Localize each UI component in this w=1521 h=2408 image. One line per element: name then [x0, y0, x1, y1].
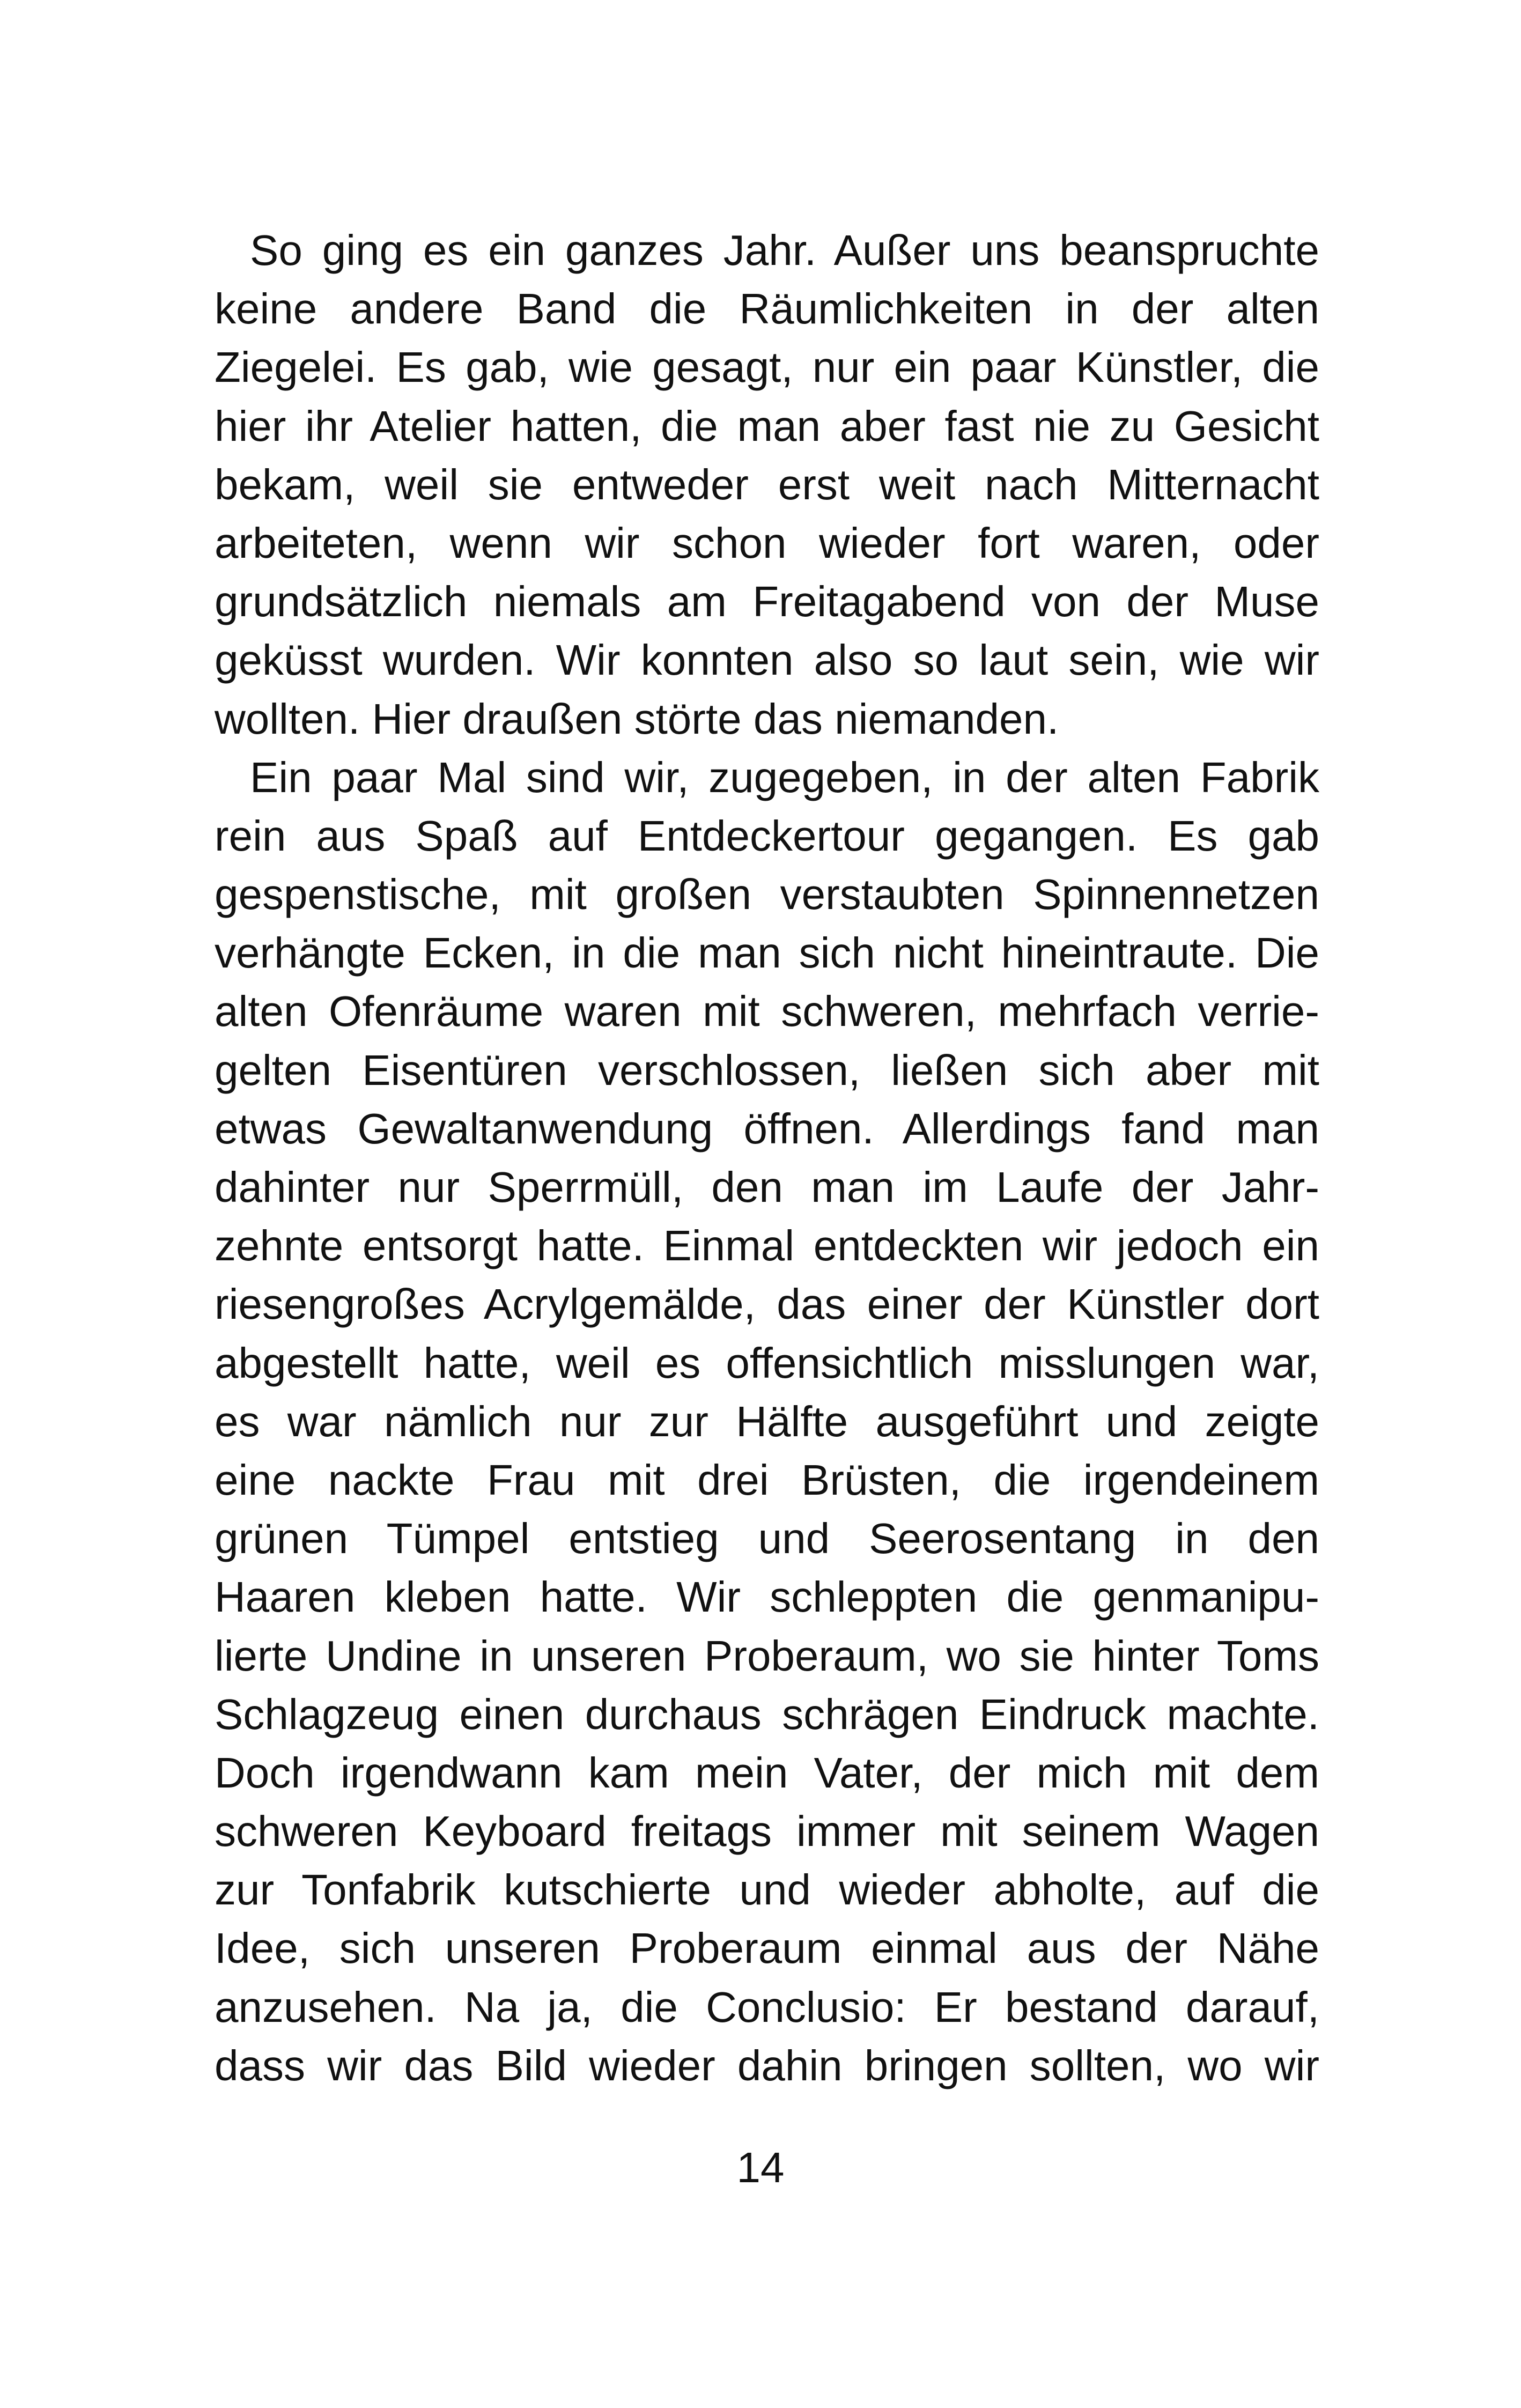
- text-line: lierte Undine in unseren Proberaum, wo sie hinter Toms: [215, 1631, 1319, 1680]
- text-line: schweren Keyboard freitags immer mit seinem Wagen: [215, 1807, 1319, 1856]
- text-line: grundsätzlich niemals am Freitagabend von der Muse: [215, 578, 1319, 626]
- text-line: dahinter nur Sperrmüll, den man im Laufe der Jahr-: [215, 1163, 1319, 1211]
- text-line: eine nackte Frau mit drei Brüsten, die irgendeinem: [215, 1456, 1319, 1504]
- text-line: geküsst wurden. Wir konnten also so laut sein, wie wir: [215, 636, 1319, 684]
- text-line: keine andere Band die Räumlichkeiten in der alten: [215, 285, 1319, 333]
- text-line: abgestellt hatte, weil es offensichtlich misslungen war,: [215, 1339, 1319, 1387]
- text-line: Ziegelei. Es gab, wie gesagt, nur ein paar Künstler, die: [215, 343, 1319, 392]
- text-line: alten Ofenräume waren mit schweren, mehrfach verrie-: [215, 987, 1319, 1036]
- text-line: etwas Gewaltanwendung öffnen. Allerdings fand man: [215, 1104, 1319, 1153]
- text-line: riesengroßes Acrylgemälde, das einer der Künstler dort: [215, 1280, 1319, 1328]
- text-line: Ein paar Mal sind wir, zugegeben, in der alten Fabrik: [250, 753, 1319, 801]
- text-line: dass wir das Bild wieder dahin bringen sollten, wo wir: [215, 2041, 1319, 2089]
- text-line: grünen Tümpel entstieg und Seerosentang in den: [215, 1515, 1319, 1563]
- text-line: bekam, weil sie entweder erst weit nach Mitternacht: [215, 460, 1319, 508]
- text-line: gespenstische, mit großen verstaubten Spinnennetzen: [215, 870, 1319, 919]
- text-line: zur Tonfabrik kutschierte und wieder abholte, auf die: [215, 1866, 1319, 1914]
- text-line: verhängte Ecken, in die man sich nicht hineintraute. Die: [215, 929, 1319, 977]
- text-line: rein aus Spaß auf Entdeckertour gegangen. Es gab: [215, 811, 1319, 860]
- text-line: So ging es ein ganzes Jahr. Außer uns beanspruchte: [250, 226, 1319, 274]
- text-line: Doch irgendwann kam mein Vater, der mich mit dem: [215, 1748, 1319, 1797]
- paragraph-1: [215, 221, 1319, 748]
- text-line: arbeiteten, wenn wir schon wieder fort waren, oder: [215, 519, 1319, 567]
- body-text: [215, 221, 1319, 2095]
- text-line: hier ihr Atelier hatten, die man aber fast nie zu Gesicht: [215, 402, 1319, 450]
- text-line: Haaren kleben hatte. Wir schleppten die genmanipu-: [215, 1573, 1319, 1621]
- paragraph-2: [215, 748, 1319, 2095]
- text-line: zehnte entsorgt hatte. Einmal entdeckten wir jedoch ein: [215, 1222, 1319, 1270]
- text-line: es war nämlich nur zur Hälfte ausgeführt und zeigte: [215, 1397, 1319, 1445]
- text-line: anzusehen. Na ja, die Conclusio: Er bestand darauf,: [215, 1983, 1319, 2031]
- page-number: 14: [736, 2144, 785, 2191]
- text-line: gelten Eisentüren verschlossen, ließen sich aber mit: [215, 1046, 1319, 1094]
- text-line: Schlagzeug einen durchaus schrägen Eindruck machte.: [215, 1690, 1319, 1738]
- text-line: Idee, sich unseren Proberaum einmal aus der Nähe: [215, 1924, 1319, 1973]
- text-line: wollten. Hier draußen störte das niemanden.: [215, 695, 1059, 743]
